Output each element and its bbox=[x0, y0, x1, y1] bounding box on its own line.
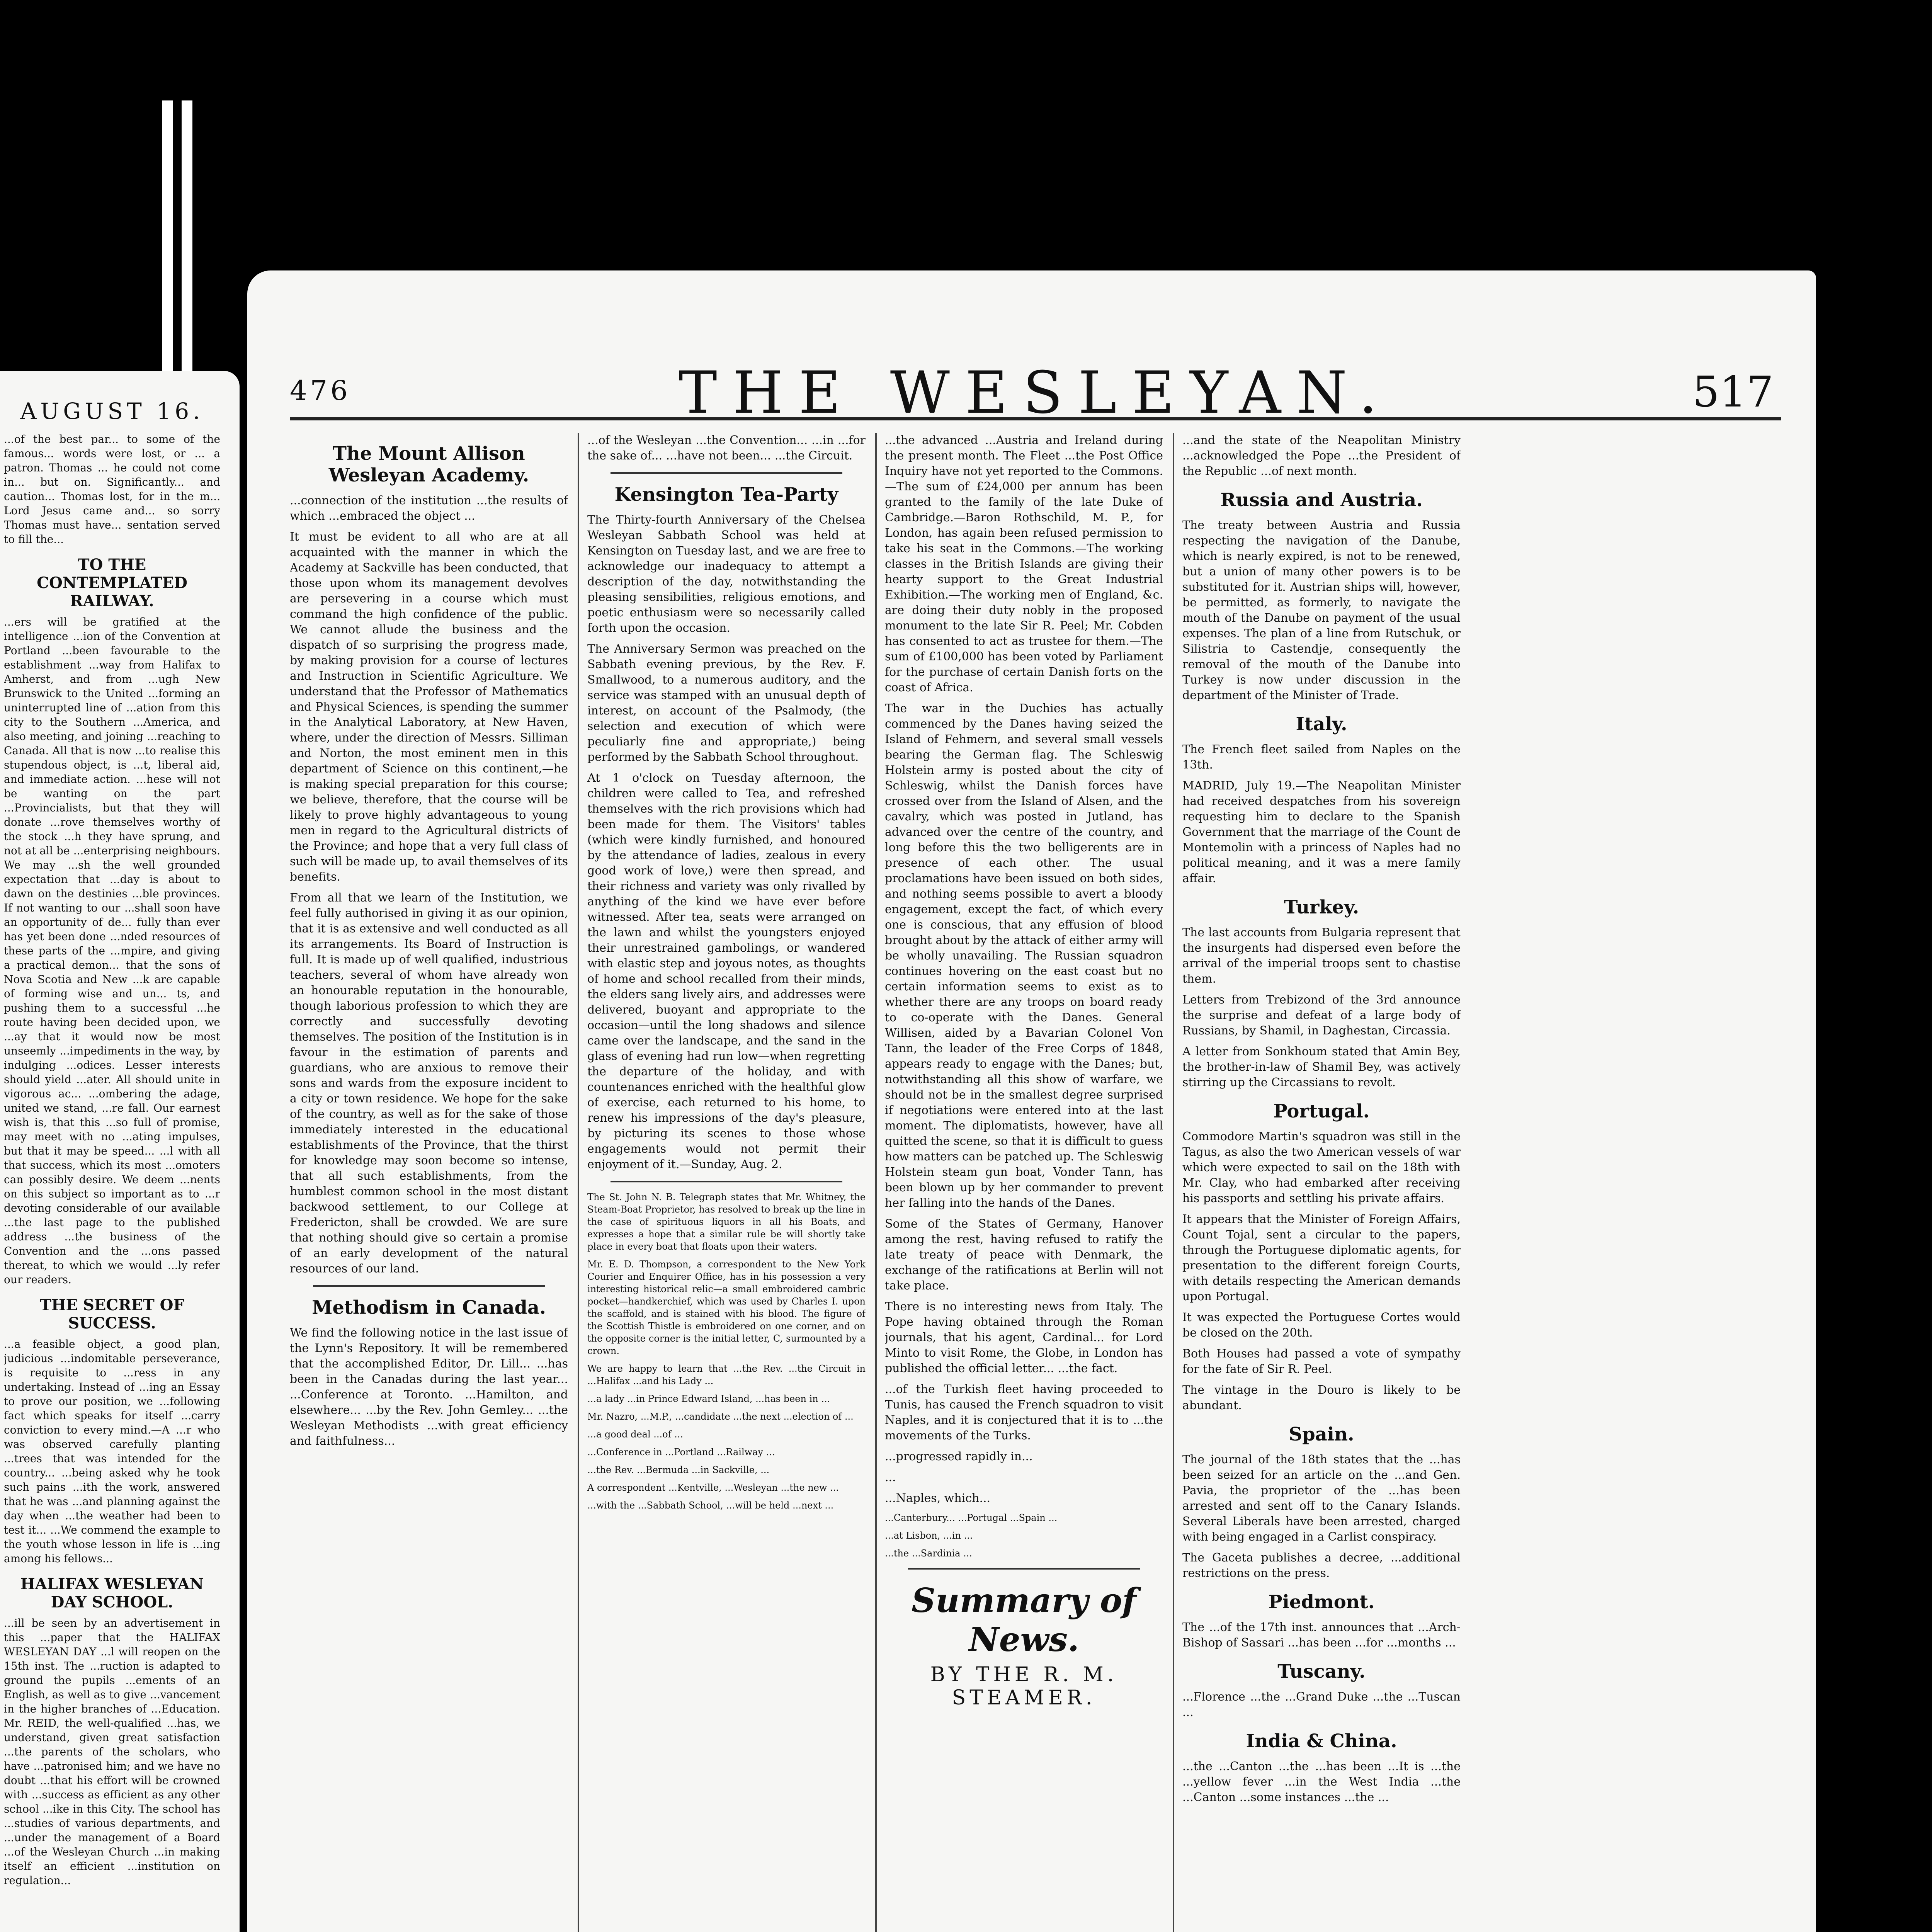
news-item: ...Canterbury... ...Portugal ...Spain ... bbox=[885, 1512, 1058, 1523]
article-heading-tea-party: Kensington Tea-Party bbox=[614, 484, 838, 505]
news-heading-portugal: Portugal. bbox=[1273, 1100, 1370, 1122]
news-item: Mr. E. D. Thompson, a correspondent to the New York Courier and Enquirer Office, has in his possession a very interesting historical relic—a small embroidered cambric pocket—handkerchief, which was used by Charles I. upon the scaffold, and is stained with his blood. The figure of the Scottish Thistle is embroidered on one corner, and on the opposite corner is the initial letter, C, surmounted by a crown. bbox=[587, 1259, 866, 1356]
divider bbox=[611, 472, 842, 474]
article-paragraph: It must be evident to all who are at all acquainted with the manner in which the Academy at Sackville has been conducted, that those upon whom its management devolves are persevering in a course which must command the high confidence of the public. We cannot allude the business and the dispatch of so surprising the progress made, by making provision for a course of lectures and Instruction in Scientific Agriculture. We understand that the Professor of Mathematics and Physical Sciences, is spending the summer in the Analytical Laboratory, at New Haven, where, under the direction of Messrs. Silliman and Norton, the most eminent men in this department of Science on this continent,—he is making special preparation for this course; we believe, therefore, that the course will be likely to prove highly advantageous to young men in regard to the Agricultural districts of the Province; and hope that a very full class of such will be made up, to avail themselves of its benefits. bbox=[290, 530, 568, 884]
news-heading-piedmont: Piedmont. bbox=[1268, 1591, 1375, 1613]
article-paragraph: ... bbox=[885, 1471, 896, 1484]
section-heading-success: THE SECRET OF SUCCESS. bbox=[40, 1296, 184, 1332]
article-paragraph: ...the advanced ...Austria and Ireland during the present month. The Fleet ...the Post Office Inquiry have not yet reported to the Commons.—The sum of £24,000 per annum has been granted to the family of the late Duke of Cambridge.—Baron Rothschild, M. P., for London, has again been refused permission to take his seat in the Commons.—The working classes in the British Islands are giving their hearty support to the Great Industrial Exhibition.—The working men of England, &c. are doing their duty nobly in the proposed monument to the late Sir R. Peel; Mr. Cobden has consented to act as trustee for them.—The sum of £100,000 has been voted by Parliament for the purchase of certain Danish forts on the coast of Africa. bbox=[885, 434, 1163, 694]
left-page-paragraph: ...ers will be gratified at the intelligence ...ion of the Convention at Portland ...been favourable to the establishment ...way from Halifax to Amherst, and from ...ugh New Brunswick to the United ...forming an uninterrupted line of ...ation from this city to the Southern ...America, and also meeting, and joining ...reaching to Canada. All that is now ...to realise this stupendous object, is ...t, liberal aid, and immediate action. ...hese will not be wanting on the part ...Provincialists, but that they will donate ...rove themselves worthy of the stock ...h they have sprung, and not at all be ...enterprising neighbours. We may ...sh the well grounded expectation that ...day is about to dawn on the destinies ...ble provinces. If not wanting to our ...shall soon have an opportunity of de... fully than ever has yet been done ...nded resources of these parts of the ...mpire, and giving a practical demon... that the sons of Nova Scotia and New ...k are capable of forming wise and un... ts, and pushing them to a successful ...he route having been decided upon, we ...ay that it would now be most unseemly ...impediments in the way, by indulging ...odices. Lesser interests should yield ...ater. All should unite in vigorous ac... ...ombering the adage, united we stand, ...re fall. Our earnest wish is, that this ...so full of promise, may meet with no ...ating impulses, but that it may be speed... ...l with all that success, which its most ...omoters can possibly desire. We deem ...nents on this subject so important as to ...r devoting considerable of our available ...the last page to the published address ...the business of the Convention and the ...ons passed thereat, to which we would ...ly refer our readers. bbox=[4, 616, 220, 1286]
news-item: ...Conference in ...Portland ...Railway ... bbox=[587, 1447, 775, 1458]
article-paragraph: ...Naples, which... bbox=[885, 1492, 991, 1505]
left-page-paragraph: ...a feasible object, a good plan, judicious ...indomitable perseverance, is requisite to ...ress in any undertaking. Instead of ...ing an Essay to prove our position, we ...following fact which speaks for itself ...carry conviction to every mind.—A ...r who was observed carefully planting ...trees that was intended for the country... ...being asked why he took such pains ...ith the work, answered that he was ...and planning against the day when ...the weather had been to test it... ...We commend the example to the youth whose lesson in life is ...ing among his fellows... bbox=[4, 1338, 220, 1565]
news-item: The St. John N. B. Telegraph states that Mr. Whitney, the Steam-Boat Proprietor, has resolved to break up the line in the case of spirituous liquors in all his Boats, and expresses a hope that a similar rule be will shortly take place in every boat that floats upon their waters. bbox=[587, 1192, 866, 1252]
column-rule bbox=[578, 433, 579, 1932]
left-page-paragraph: ...ill be seen by an advertisement in this ...paper that the HALIFAX WESLEYAN DAY ...l will reopen on the 15th inst. The ...ruction is adapted to ground the pupils ...ements of an English, as well as to give ...vancement in the higher branches of ...Education. Mr. REID, the well-qualified ...has, we understand, given great satisfaction ...the parents of the scholars, who have ...patronised him; and we have no doubt ...that his effort will be crowned with ...success as efficient as any other school ...ike in this City. The school has ...studies of various departments, and ...under the management of a Board ...of the Wesleyan Church ...in making itself an efficient ...institution on regulation... bbox=[4, 1617, 220, 1887]
column-rule bbox=[875, 433, 877, 1932]
by-steamer-subheading: BY THE R. M. STEAMER. bbox=[930, 1663, 1118, 1709]
article-paragraph: The war in the Duchies has actually commenced by the Danes having seized the Island of Fehmern, and several small vessels bearing the German flag. The Schleswig Holstein army is posted about the city of Schleswig, whilst the Danish forces have crossed over from the Island of Alsen, and the cavalry, which was posted in Jutland, has advanced over the centre of the country, and long before this the two belligerents are in presence of each other. The usual proclamations have been issued on both sides, and nothing seems possible to avert a bloody engagement, except the fact, of which every one is conscious, that any effusion of blood brought about by the attack of either army will be wholly unavailing. The Russian squadron continues hovering on the east coast but no certain information seems to exist as to whether there are any troops on board ready to co-operate with the Danes. General Willisen, aided by a Bavarian Colonel Von Tann, the leader of the Free Corps of 1848, appears ready to engage with the Danes; but, notwithstanding all this show of warfare, we should not be in the smallest degree surprised if negotiations were entered into at the last moment. The diplomatists, however, have all quitted the scene, so that it is difficult to guess how matters can be patched up. The Schleswig Holstein steam gun boat, Vonder Tann, has been blown up by her commander to prevent her falling into the hands of the Danes. bbox=[885, 702, 1163, 1210]
article-paragraph: ...of the Wesleyan ...the Convention... ...in ...for the sake of... ...have not been... ...the Circuit. bbox=[587, 434, 866, 463]
article-paragraph: The treaty between Austria and Russia respecting the navigation of the Danube, which is nearly expired, is not to be renewed, but a union of many other powers is to be substituted for it. Austrian ships will, however, be permitted, as formerly, to navigate the mouth of the Danube on payment of the usual expenses. The plan of a line from Rutschuk, or Silistria to Castendje, consequently the removal of the mouth of the Danube into Turkey is now under discussion in the department of the Minister of Trade. bbox=[1182, 519, 1461, 702]
main-page bbox=[247, 270, 1816, 1932]
news-heading-turkey: Turkey. bbox=[1284, 896, 1359, 918]
left-page bbox=[0, 371, 240, 1932]
section-heading-day-school: HALIFAX WESLEYAN DAY SCHOOL. bbox=[20, 1575, 204, 1611]
left-page-paragraph: ...of the best par... to some of the famous... words were lost, or ... a patron. Thomas ... he could not come in... but on. Significantly... and caution... Thomas lost, for in the m... Lord Jesus came and... so sorry Thomas must have... sentation served to fill the... bbox=[4, 433, 220, 546]
article-paragraph: From all that we learn of the Institution, we feel fully authorised in giving it as our opinion, that it is as extensive and well conducted as all its arrangements. Its Board of Instruction is full. It is made up of well qualified, industrious teachers, several of whom have already won an honourable reputation in the honourable, though laborious profession to which they are correctly and successfully devoting themselves. The position of the Institution is in favour in the estimation of parents and guardians, who are anxious to remove their sons and wards from the exposure incident to a city or town residence. We hope for the sake of the country, as well as for the sake of those immediately interested in the educational establishments of the Province, that the thirst for knowledge may soon become so intense, that all such establishments, from the humblest common school in the most distant backwood settlement, to our College at Fredericton, shall be crowded. We are sure that nothing should give so certain a promise of an early development of the natural resources of our land. bbox=[290, 891, 568, 1276]
column-1 bbox=[290, 433, 568, 1932]
article-paragraph: MADRID, July 19.—The Neapolitan Minister had received despatches from his sovereign requesting him to declare to the Spanish Government that the marriage of the Count de Montemolin with a princess of Naples had no political meaning, and it was a mere family affair. bbox=[1182, 779, 1461, 885]
section-heading-railway: TO THE CONTEMPLATED RAILWAY. bbox=[37, 556, 187, 610]
summary-of-news-heading: Summary of News. bbox=[912, 1581, 1136, 1659]
news-item: ...the Rev. ...Bermuda ...in Sackville, ... bbox=[587, 1464, 770, 1475]
masthead-left: 476 bbox=[290, 375, 351, 406]
article-paragraph: Both Houses had passed a vote of sympathy for the fate of Sir R. Peel. bbox=[1182, 1347, 1461, 1376]
article-paragraph: Some of the States of Germany, Hanover among the rest, having refused to ratify the late treaty of peace with Denmark, the exchange of the ratifications at Berlin will not take place. bbox=[885, 1217, 1163, 1293]
article-paragraph: It appears that the Minister of Foreign Affairs, Count Tojal, sent a circular to the papers, through the Portuguese diplomatic agents, for presentation to the different foreign Courts, with details respecting the American demands upon Portugal. bbox=[1182, 1213, 1461, 1303]
article-paragraph: Letters from Trebizond of the 3rd announce the surprise and defeat of a large body of Russians, by Shamil, in Daghestan, Circassia. bbox=[1182, 993, 1461, 1037]
article-paragraph: The vintage in the Douro is likely to be abundant. bbox=[1182, 1383, 1461, 1412]
article-heading-methodism: Methodism in Canada. bbox=[312, 1297, 546, 1318]
newspaper-title: THE WESLEYAN. bbox=[678, 359, 1393, 427]
article-paragraph: There is no interesting news from Italy. The Pope having obtained through the Roman journals, that his agent, Cardinal... for Lord Minto to visit Rome, the Globe, in London has published the official letter... ...the fact. bbox=[885, 1300, 1163, 1375]
news-item: ...a lady ...in Prince Edward Island, ...has been in ... bbox=[587, 1393, 830, 1404]
left-page-running-head: AUGUST 16. bbox=[20, 398, 204, 424]
article-paragraph: ...Florence ...the ...Grand Duke ...the ...Tuscan ... bbox=[1182, 1690, 1461, 1719]
binding-bar bbox=[182, 100, 192, 379]
news-heading-italy: Italy. bbox=[1296, 713, 1347, 735]
news-item: A correspondent ...Kentville, ...Wesleyan ...the new ... bbox=[587, 1482, 839, 1493]
column-4 bbox=[1182, 433, 1461, 1932]
article-paragraph: It was expected the Portuguese Cortes would be closed on the 20th. bbox=[1182, 1311, 1461, 1340]
news-item: Mr. Nazro, ...M.P., ...candidate ...the next ...election of ... bbox=[587, 1411, 854, 1422]
article-paragraph: ...of the Turkish fleet having proceeded to Tunis, has caused the French squadron to visit Naples, and it is conjectured that it is to ...the movements of the Turks. bbox=[885, 1383, 1163, 1442]
article-paragraph: ...progressed rapidly in... bbox=[885, 1450, 1033, 1463]
article-heading-academy: The Mount Allison Wesleyan Academy. bbox=[328, 443, 529, 486]
article-paragraph: The Anniversary Sermon was preached on the Sabbath evening previous, by the Rev. F. Smallwood, to a numerous auditory, and the service was stamped with an unusual depth of interest, on account of the Psalmody, (the selection and execution of which were peculiarly fine and appropriate,) being performed by the Sabbath School throughout. bbox=[587, 642, 866, 764]
news-item: ...the ...Sardinia ... bbox=[885, 1548, 972, 1559]
news-heading-tuscany: Tuscany. bbox=[1277, 1661, 1366, 1682]
binding-bar bbox=[162, 100, 173, 379]
column-3 bbox=[885, 433, 1163, 1932]
masthead bbox=[290, 340, 1781, 427]
article-paragraph: Commodore Martin's squadron was still in the Tagus, as also the two American vessels of war which were expected to sail on the 18th with Mr. Clay, who had embarked after receiving his passports and settling his private affairs. bbox=[1182, 1130, 1461, 1205]
news-heading-spain: Spain. bbox=[1289, 1423, 1354, 1445]
article-paragraph: A letter from Sonkhoum stated that Amin Bey, the brother-in-law of Shamil Bey, was actively stirring up the Circassians to revolt. bbox=[1182, 1045, 1461, 1089]
article-paragraph: The Gaceta publishes a decree, ...additional restrictions on the press. bbox=[1182, 1551, 1461, 1580]
column-rule bbox=[1173, 433, 1174, 1932]
article-paragraph: The Thirty-fourth Anniversary of the Chelsea Wesleyan Sabbath School was held at Kensington on Tuesday last, and we are free to acknowledge our inadequacy to attempt a description of the day, notwithstanding the pleasing sensibilities, religious emotions, and poetic enthusiasm were so necessarily called forth upon the occasion. bbox=[587, 513, 866, 635]
news-heading-russia-austria: Russia and Austria. bbox=[1220, 489, 1423, 511]
article-paragraph: The last accounts from Bulgaria represent that the insurgents had dispersed even before the arrival of the imperial troops sent to chastise them. bbox=[1182, 926, 1461, 986]
article-paragraph: ...and the state of the Neapolitan Ministry ...acknowledged the Pope ...the President of the Republic ...of next month. bbox=[1182, 434, 1461, 478]
news-item: ...at Lisbon, ...in ... bbox=[885, 1530, 973, 1541]
article-paragraph: ...the ...Canton ...the ...has been ...It is ...the ...yellow fever ...in the West India ...the ...Canton ...some instances ...the ... bbox=[1182, 1760, 1461, 1804]
article-paragraph: The journal of the 18th states that the ...has been seized for an article on the ...and Gen. Pavia, the proprietor of the ...has been arrested and sent off to the Canary Islands. Several Liberals have been arrested, charged with being engaged in a Carlist conspiracy. bbox=[1182, 1453, 1461, 1544]
left-page-column bbox=[4, 394, 220, 1932]
article-paragraph: The French fleet sailed from Naples on the 13th. bbox=[1182, 743, 1461, 772]
divider bbox=[611, 1181, 842, 1182]
news-item: We are happy to learn that ...the Rev. ...the Circuit in ...Halifax ...and his Lady ... bbox=[587, 1363, 866, 1386]
article-paragraph: ...connection of the institution ...the results of which ...embraced the object ... bbox=[290, 494, 568, 523]
news-item: ...with the ...Sabbath School, ...will be held ...next ... bbox=[587, 1500, 834, 1511]
news-heading-india-china: India & China. bbox=[1246, 1730, 1397, 1752]
column-2 bbox=[587, 433, 866, 1932]
article-paragraph: We find the following notice in the last issue of the Lynn's Repository. It will be remembered that the accomplished Editor, Dr. Lill... ...has been in the Canadas during the last year... ...Conference at Toronto. ...Hamilton, and elsewhere... ...by the Rev. John Gemley... ...the Wesleyan Methodists ...with great efficiency and faithfulness... bbox=[290, 1326, 568, 1448]
divider bbox=[908, 1568, 1140, 1570]
news-item: ...a good deal ...of ... bbox=[587, 1429, 683, 1440]
page-number: 517 bbox=[1692, 367, 1774, 417]
article-paragraph: The ...of the 17th inst. announces that ...Arch-Bishop of Sassari ...has been ...for ...months ... bbox=[1182, 1621, 1461, 1650]
divider bbox=[313, 1285, 545, 1287]
article-paragraph: At 1 o'clock on Tuesday afternoon, the children were called to Tea, and refreshed themselves with the rich provisions which had been made for them. The Visitors' tables (which were kindly furnished, and honoured by the attendance of ladies, zealous in every good work of love,) were then spread, and their richness and variety was only rivalled by anything of the kind we have ever before witnessed. After tea, seats were arranged on the lawn and whilst the youngsters enjoyed their unrestrained gambolings, or wandered with elastic step and joyous notes, as thoughts of home and school recalled from their minds, the elders sang lively airs, and addresses were delivered, buoyant and appropriate to the occasion—until the long shadows and silence came over the landscape, and the sand in the glass of evening had run low—when regretting the departure of the holiday, and with countenances enriched with the healthful glow of exercise, each returned to his home, to renew his impressions of the day's pleasure, by picturing its scenes to those whose engagements would not permit their enjoyment of it.—Sunday, Aug. 2. bbox=[587, 771, 866, 1171]
